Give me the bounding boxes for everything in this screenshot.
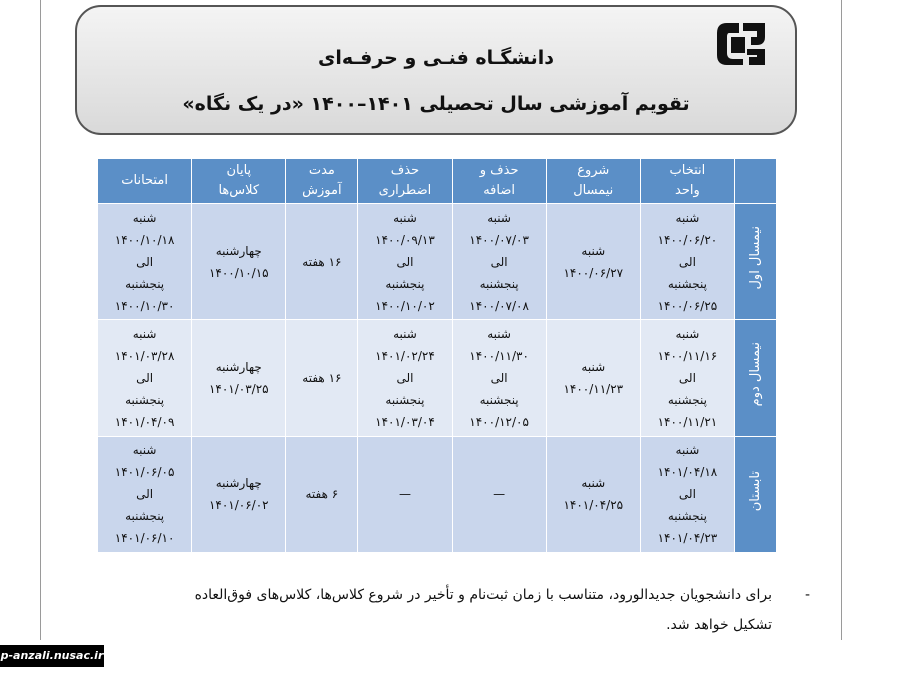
table-cell: شنبه ۱۴۰۰/۰۶/۲۷ <box>546 204 640 320</box>
table-cell: شنبه ۱۴۰۰/۰۷/۰۳ الی پنجشنبه ۱۴۰۰/۰۷/۰۸ <box>452 204 546 320</box>
table-cell: ۱۶ هفته <box>286 204 358 320</box>
footnote-line-1: برای دانشجویان جدیدالورود، متناسب با زمان ثبت‌نام و تأخیر در شروع کلاس‌ها، کلاس‌های فوق‌العاده <box>194 587 772 603</box>
column-header: مدت آموزش <box>286 159 358 204</box>
footnote-line-2: تشکیل خواهد شد. <box>666 617 772 633</box>
calendar-title: تقویم آموزشی سال تحصیلی ۱۴۰۱–۱۴۰۰ «در یک نگاه» <box>182 93 690 115</box>
table-cell: شنبه ۱۴۰۱/۰۲/۲۴ الی پنجشنبه ۱۴۰۱/۰۳/۰۴ <box>358 320 452 436</box>
table-row <box>98 204 777 320</box>
column-header: حذف اضطراری <box>358 159 452 204</box>
table-cell: شنبه ۱۴۰۱/۰۳/۲۸ الی پنجشنبه ۱۴۰۱/۰۴/۰۹ <box>98 320 192 436</box>
table-cell: ۶ هفته <box>286 436 358 552</box>
title-banner <box>75 5 797 135</box>
column-header: انتخاب واحد <box>640 159 734 204</box>
table-cell: شنبه ۱۴۰۱/۰۴/۱۸ الی پنجشنبه ۱۴۰۱/۰۴/۲۳ <box>640 436 734 552</box>
row-label-cell: نیمسال اول <box>735 204 777 320</box>
column-header: پایان کلاس‌ها <box>192 159 286 204</box>
academic-calendar-table <box>97 158 777 553</box>
table-cell: ۱۶ هفته <box>286 320 358 436</box>
table-row <box>98 436 777 552</box>
table-row <box>98 320 777 436</box>
table-cell-empty: — <box>358 436 452 552</box>
table-cell: چهارشنبه ۱۴۰۱/۰۳/۲۵ <box>192 320 286 436</box>
table-cell: شنبه ۱۴۰۰/۱۱/۱۶ الی پنجشنبه ۱۴۰۰/۱۱/۲۱ <box>640 320 734 436</box>
footnote <box>95 580 810 640</box>
table-cell: شنبه ۱۴۰۰/۱۱/۲۳ <box>546 320 640 436</box>
corner-header-cell <box>735 159 777 204</box>
table-cell-empty: — <box>452 436 546 552</box>
table-cell: شنبه ۱۴۰۱/۰۴/۲۵ <box>546 436 640 552</box>
table-cell: چهارشنبه ۱۴۰۱/۰۶/۰۲ <box>192 436 286 552</box>
site-watermark: p-anzali.nusac.ir <box>0 645 104 667</box>
table-cell: شنبه ۱۴۰۰/۰۹/۱۳ الی پنجشنبه ۱۴۰۰/۱۰/۰۲ <box>358 204 452 320</box>
table-cell: شنبه ۱۴۰۱/۰۶/۰۵ الی پنجشنبه ۱۴۰۱/۰۶/۱۰ <box>98 436 192 552</box>
column-header: شروع نیمسال <box>546 159 640 204</box>
table-cell: شنبه ۱۴۰۰/۱۱/۳۰ الی پنجشنبه ۱۴۰۰/۱۲/۰۵ <box>452 320 546 436</box>
row-label-cell: تابستان <box>735 436 777 552</box>
table-cell: شنبه ۱۴۰۰/۰۶/۲۰ الی پنجشنبه ۱۴۰۰/۰۶/۲۵ <box>640 204 734 320</box>
table-cell: شنبه ۱۴۰۰/۱۰/۱۸ الی پنجشنبه ۱۴۰۰/۱۰/۳۰ <box>98 204 192 320</box>
footnote-bullet: - <box>804 587 810 603</box>
row-label-cell: نیمسال دوم <box>735 320 777 436</box>
column-header: امتحانات <box>98 159 192 204</box>
university-name: دانشگـاه فنـی و حرفـه‌ای <box>317 47 555 69</box>
column-header: حذف و اضافه <box>452 159 546 204</box>
table-header-row <box>98 159 777 204</box>
table-cell: چهارشنبه ۱۴۰۰/۱۰/۱۵ <box>192 204 286 320</box>
